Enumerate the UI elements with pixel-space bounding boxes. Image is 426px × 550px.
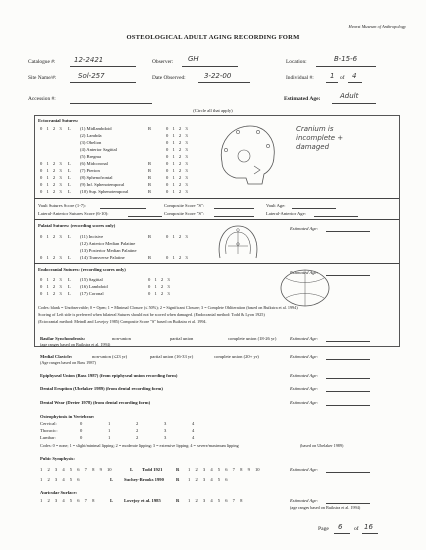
palatal-right-marker: R [148,255,152,260]
pubic-sb-scale-left[interactable]: 1 2 3 4 5 6 [40,477,80,482]
accession-label: Accession #: [28,96,56,102]
endo-left-marker: L [68,277,71,282]
ecto-left-scale[interactable]: 0 1 2 3 [40,182,62,187]
osteo-row-label: Thoracic: [40,428,58,433]
estimated-age-value[interactable]: Adult [340,92,359,100]
osteo-score[interactable]: 4 [192,421,195,426]
pubic-todd-scale-right[interactable]: 1 2 3 4 5 6 7 8 9 10 [188,467,260,472]
lat-ant-score-label: Lateral-Anterior Sutures Score (6-10): [38,211,109,216]
osteo-score[interactable]: 0 [80,428,83,433]
osteo-score[interactable]: 3 [164,435,167,440]
location-label: Location: [286,59,307,65]
endo-left-scale[interactable]: 0 1 2 3 [40,284,62,289]
ecto-left-marker: L [68,168,71,173]
catalogue-value[interactable]: 12-2421 [74,56,104,64]
form-title: OSTEOLOGICAL ADULT AGING RECORDING FORM [126,34,300,41]
page-label: Page [318,526,329,532]
endo-left-marker: L [68,284,71,289]
pubic-r-2: R [176,477,180,482]
endo-suture-label: (16) Lambdoid [80,284,108,289]
ecto-right-scale[interactable]: 0 1 2 3 [166,154,188,159]
suchey-brooks-label: Suchey-Brooks 1990 [124,477,164,482]
osteo-score[interactable]: 3 [164,428,167,433]
osteo-score[interactable]: 2 [136,428,139,433]
palatal-right-marker: R [148,234,152,239]
endo-left-scale[interactable]: 0 1 2 3 [40,277,62,282]
palatal-right-scale[interactable]: 0 1 2 3 [166,255,188,260]
osteo-heading: Osteophytosis in Vertebrae: [40,414,95,419]
palate-diagram [214,224,262,262]
endocranial-heading: Endocranial Sutures: (recording scores only) [38,267,126,272]
ecto-left-scale[interactable]: 0 1 2 3 [40,189,62,194]
wear-estimated-age: Estimated Age: [290,400,319,405]
endocranial-estimated-age: Estimated Age: [290,270,319,275]
auricular-r: R [176,498,180,503]
endo-right-scale[interactable]: 0 1 2 3 [148,291,170,296]
palatal-suture-label: (11) Incisive [80,234,104,239]
medial-opt2[interactable]: partial union (16-33 yr) [150,354,194,359]
pubic-estimated-age: Estimated Age: [290,467,319,472]
basilar-opt1[interactable]: non-union [112,336,131,341]
ecto-right-scale[interactable]: 0 1 2 3 [166,161,188,166]
auricular-sub: (age ranges based on Buikstra et al. 1994) [290,505,361,510]
basilar-opt2[interactable]: partial union [170,336,194,341]
ecto-right-scale[interactable]: 0 1 2 3 [166,182,188,187]
medial-estimated-age: Estimated Age: [290,354,319,359]
palatal-left-marker: L [68,234,71,239]
catalogue-label: Catalogue #: [28,59,56,65]
osteo-score[interactable]: 2 [136,421,139,426]
observer-value[interactable]: GH [188,55,199,63]
osteo-score[interactable]: 4 [192,428,195,433]
museum-name: Hearst Museum of Anthropology [348,24,406,29]
observer-label: Observer: [152,59,174,65]
individual-of: of [340,75,345,81]
skull-lateral-diagram [214,122,278,190]
palatal-heading: Palatal Sutures: (recording scores only) [38,223,116,228]
ecto-left-marker: L [68,161,71,166]
ecto-right-marker: R [148,175,152,180]
cranium-note[interactable]: Cranium is incomplete + damaged [296,125,344,152]
ecto-right-scale[interactable]: 0 1 2 3 [166,133,188,138]
medial-clavicle-label: Medial Clavicle: [40,354,73,359]
auricular-scale-left[interactable]: 1 2 3 4 5 6 7 8 [40,498,95,503]
osteo-row-label: Lumbar: [40,435,56,440]
medial-sub: (Age ranges based on Bass 1987) [40,360,96,365]
palatal-suture-label: (14) Transverse Palatine [80,255,125,260]
osteo-row-label: Cervical: [40,421,57,426]
osteo-score[interactable]: 1 [108,435,111,440]
ecto-suture-label: (9) Inf. Sphenotemporal [80,182,125,187]
palatal-right-scale[interactable]: 0 1 2 3 [166,234,188,239]
ecto-left-marker: L [68,175,71,180]
individual-label: Individual #: [286,75,314,81]
suture-scoring-note: Scoring of Left side is preferred when bilateral Sutures should not be scored when damaged. (Endocranial method: Todd & Lyon 1925) [38,312,265,317]
ecto-suture-label: (7) Pterion [80,168,100,173]
ecto-left-marker: L [68,189,71,194]
site-value[interactable]: Sol-257 [78,72,105,80]
ecto-right-scale[interactable]: 0 1 2 3 [166,189,188,194]
endo-suture-label: (15) Sagittal [80,277,103,282]
ecto-suture-label: (8) Sphenofrontal [80,175,113,180]
composite-score-label: Composite Score "S": [164,203,205,208]
basilar-estimated-age: Estimated Age: [290,336,319,341]
pubic-r: R [176,467,180,472]
pubic-l-2: L [110,477,114,482]
ecto-right-scale[interactable]: 0 1 2 3 [166,126,188,131]
osteo-score[interactable]: 0 [80,421,83,426]
suture-codes: Codes: blank = Unobservable; 0 = Open; 1 = Minimal Closure (≤ 50%); 2 = Significant Closure; 3 = Complete Obliteration (based on Buikstra et al. 1994) [38,305,298,310]
palatal-left-marker: L [68,255,71,260]
auricular-estimated-age: Estimated Age: [290,498,319,503]
site-label: Site Name/#: [28,75,57,81]
medial-opt3[interactable]: complete union (20+ yr) [214,354,259,359]
ecto-right-marker: R [148,189,152,194]
osteo-based: (based on Ubelaker 1989) [300,443,344,448]
osteo-score[interactable]: 4 [192,435,195,440]
medial-opt1[interactable]: non-union (≤23 yr) [92,354,128,359]
ecto-suture-label: (5) Bregma [80,154,102,159]
ecto-right-scale[interactable]: 0 1 2 3 [166,175,188,180]
ecto-right-scale[interactable]: 0 1 2 3 [166,168,188,173]
eruption-estimated-age: Estimated Age: [290,386,319,391]
ecto-right-marker: R [148,161,152,166]
ecto-right-marker: R [148,168,152,173]
palatal-left-scale[interactable]: 0 1 2 3 [40,255,62,260]
vault-age-label: Vault Age: [266,203,286,208]
ecto-suture-label: (1) Midlambdoid [80,126,112,131]
suture-method-note: (Ectocranial method: Meindl and Lovejoy 1985) Composite Score "S" based on Buikstra et al. 1994. [38,319,207,324]
pubic-l: L [130,467,134,472]
individual-total[interactable]: 4 [352,72,357,80]
ecto-suture-label: (10) Sup. Sphenotemporal [80,189,129,194]
ecto-suture-label: (2) Lambda [80,133,102,138]
ectocranial-heading: Ectocranial Sutures: [38,118,79,123]
page-of: of [354,526,359,532]
ecto-left-scale[interactable]: 0 1 2 3 [40,175,62,180]
pubic-todd-label: Todd 1921 [142,467,163,472]
palatal-suture-label: (12) Anterior Median Palatine [80,241,136,246]
eruption-label: Dental Eruption (Ubelaker 1989) (from dental recording form) [40,386,163,391]
wear-label: Dental Wear (Dreier 1978) (from dental recording form) [40,400,151,405]
lat-ant-age-label: Lateral-Anterior Age: [266,211,306,216]
epiphyseal-label: Epiphyseal Union (Bass 1987) (from epiphyseal union recording form) [40,373,178,378]
page-number[interactable]: 6 [338,523,343,531]
palatal-suture-label: (13) Posterior Median Palatine [80,248,137,253]
location-value[interactable]: B-15-6 [334,55,358,63]
ecto-suture-label: (4) Anterior Sagittal [80,147,117,152]
composite-score-label-2: Composite Score "S": [164,211,205,216]
ecto-left-marker: L [68,182,71,187]
ecto-left-scale[interactable]: 0 1 2 3 [40,168,62,173]
date-value[interactable]: 3-22-00 [204,72,232,80]
pubic-todd-scale-left[interactable]: 1 2 3 4 5 6 7 8 9 10 [40,467,112,472]
ecto-left-marker: L [68,126,71,131]
basilar-label: Basilar Synchondrosis: [40,336,86,341]
circle-note: (Circle all that apply) [193,108,233,113]
individual-value[interactable]: 1 [330,72,335,80]
basilar-opt3[interactable]: complete union (18-26 yr) [228,336,277,341]
ecto-right-scale[interactable]: 0 1 2 3 [166,147,188,152]
auricular-l: L [110,498,114,503]
estimated-age-label: Estimated Age: [284,96,321,102]
endo-left-marker: L [68,291,71,296]
ecto-left-scale[interactable]: 0 1 2 3 [40,126,62,131]
epiphyseal-estimated-age: Estimated Age: [290,373,319,378]
auricular-scale-right[interactable]: 1 2 3 4 5 6 7 8 [188,498,243,503]
osteo-score[interactable]: 1 [108,428,111,433]
endo-right-scale[interactable]: 0 1 2 3 [148,277,170,282]
endo-right-scale[interactable]: 0 1 2 3 [148,284,170,289]
lovejoy-label: Lovejoy et al. 1985 [124,498,161,503]
palatal-left-scale[interactable]: 0 1 2 3 [40,234,62,239]
ecto-left-scale[interactable]: 0 1 2 3 [40,161,62,166]
date-label: Date Observed: [152,75,186,81]
ecto-right-marker: R [148,126,152,131]
page-total[interactable]: 16 [364,523,373,531]
osteo-score[interactable]: 0 [80,435,83,440]
osteo-score[interactable]: 3 [164,421,167,426]
osteo-codes: Codes: 0 = none; 1 = slight/minimal lipping; 2 = moderate lipping; 3 = extensive lipping; 4 = severe/maximum lipping [40,443,239,448]
auricular-heading: Auricular Surface: [40,490,78,495]
endo-suture-label: (17) Coronal [80,291,104,296]
endocranial-diagram [278,268,332,308]
ecto-right-scale[interactable]: 0 1 2 3 [166,140,188,145]
osteo-score[interactable]: 2 [136,435,139,440]
basilar-sub: (age ranges based on Buikstra et al. 1994) [40,342,111,347]
vault-score-label: Vault Sutures Score (1-7): [38,203,86,208]
palatal-estimated-age: Estimated Age: [290,226,319,231]
endo-left-scale[interactable]: 0 1 2 3 [40,291,62,296]
pubic-heading: Pubic Symphysis: [40,456,75,461]
ecto-suture-label: (3) Obelion [80,140,102,145]
pubic-sb-scale-right[interactable]: 1 2 3 4 5 6 [188,477,228,482]
ecto-right-marker: R [148,182,152,187]
ecto-suture-label: (6) Midcoronal [80,161,108,166]
osteo-score[interactable]: 1 [108,421,111,426]
